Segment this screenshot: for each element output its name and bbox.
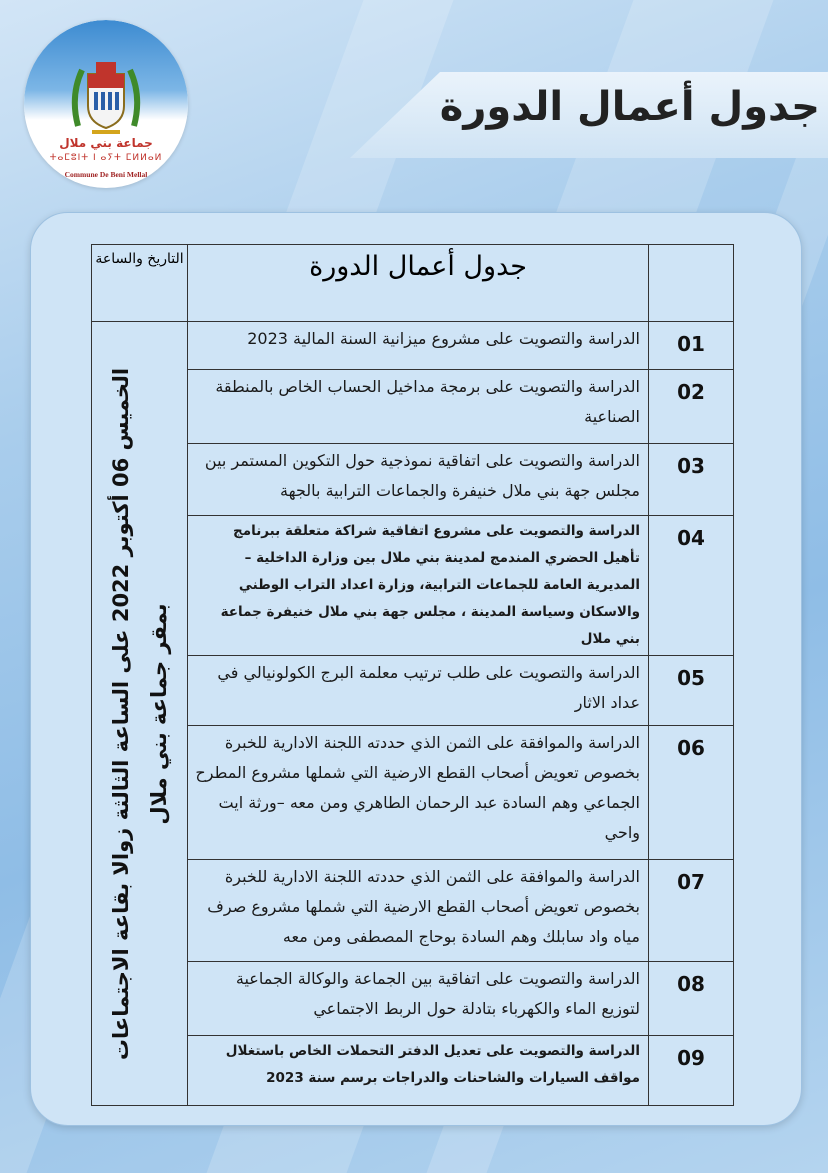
table-row [92, 962, 734, 1036]
header-title-label: جدول أعمال الدورة [309, 251, 527, 282]
table-row [92, 860, 734, 962]
agenda-item-number: 01 [649, 322, 734, 370]
table-row [92, 1036, 734, 1106]
agenda-item-text: الدراسة والتصويت على مشروع ميزانية السنة المالية 2023 [188, 322, 649, 370]
crest-icon [68, 56, 144, 136]
agenda-table [91, 244, 734, 1106]
header-title-cell [188, 245, 649, 322]
agenda-item-text: الدراسة والتصويت على اتفاقية بين الجماعة والوكالة الجماعية لتوزيع الماء والكهرباء بتادلة حول الربط الاجتماعي [188, 962, 649, 1036]
session-date-line-2: بمقر جماعة بني ملال [146, 602, 171, 825]
date-time-cell [92, 322, 188, 1106]
table-row [92, 444, 734, 516]
agenda-item-number: 06 [649, 726, 734, 860]
agenda-item-text: الدراسة والموافقة على الثمن الذي حددته اللجنة الادارية للخبرة بخصوص تعويض أصحاب القطع الارضية التي شملها مشروع صرف مياه واد سابلك وهم السادة بوحاج المصطفى ومن معه [188, 860, 649, 962]
agenda-item-number: 02 [649, 370, 734, 444]
table-row [92, 726, 734, 860]
agenda-item-number: 08 [649, 962, 734, 1036]
table-header-row [92, 245, 734, 322]
agenda-item-number: 09 [649, 1036, 734, 1106]
table-row [92, 370, 734, 444]
session-date-text [102, 344, 178, 1084]
agenda-item-number: 04 [649, 516, 734, 656]
agenda-item-text: الدراسة والتصويت على تعديل الدفتر التحملات الخاص باستغلال مواقف السيارات والشاحنات والدراجات برسم سنة 2023 [188, 1036, 649, 1106]
session-date-line-1: الخميس 06 أكتوبر 2022 على الساعة الثالثة زوالا بقاعة الاجتماعات [108, 367, 133, 1060]
header-date-label: التاريخ والساعة [95, 251, 184, 267]
table-row [92, 516, 734, 656]
logo-tifinagh-name: ⵜⴰⵎⵓⵏⵜ ⵏ ⴰⵢⵜ ⵎⵍⵍⴰⵍ [49, 153, 163, 163]
agenda-item-number: 07 [649, 860, 734, 962]
agenda-item-number: 03 [649, 444, 734, 516]
agenda-item-number: 05 [649, 656, 734, 726]
logo-arabic-name: جماعة بني ملال [59, 136, 153, 150]
header-date-cell [92, 245, 188, 322]
table-row [92, 656, 734, 726]
agenda-item-text: الدراسة والتصويت على اتفاقية نموذجية حول التكوين المستمر بين مجلس جهة بني ملال خنيفرة والجماعات الترابية بالجهة [188, 444, 649, 516]
logo-french-name: Commune De Beni Mellal [64, 170, 148, 179]
table-row [92, 322, 734, 370]
agenda-item-text: الدراسة والتصويت على طلب ترتيب معلمة البرج الكولونيالي في عداد الاثار [188, 656, 649, 726]
page-title: جدول أعمال الدورة [439, 84, 820, 130]
agenda-item-text: الدراسة والموافقة على الثمن الذي حددته اللجنة الادارية للخبرة بخصوص تعويض أصحاب القطع الارضية التي شملها مشروع المطرح الجماعي وهم السادة عبد الرحمان الطاهري ومن معه –ورثة ايت واحي [188, 726, 649, 860]
header-number-cell [649, 245, 734, 322]
agenda-item-text: الدراسة والتصويت على مشروع اتفاقية شراكة متعلقة ببرنامج تأهيل الحضري المندمج لمدينة بني ملال بين وزارة الداخلية –المديرية العامة للجماعات الترابية، وزارة اعداد التراب الوطني والاسكان وسياسة المدينة ، مجلس جهة بني ملال خنيفرة جماعة بني ملال [188, 516, 649, 656]
agenda-item-text: الدراسة والتصويت على برمجة مداخيل الحساب الخاص بالمنطقة الصناعية [188, 370, 649, 444]
commune-logo [24, 20, 188, 188]
